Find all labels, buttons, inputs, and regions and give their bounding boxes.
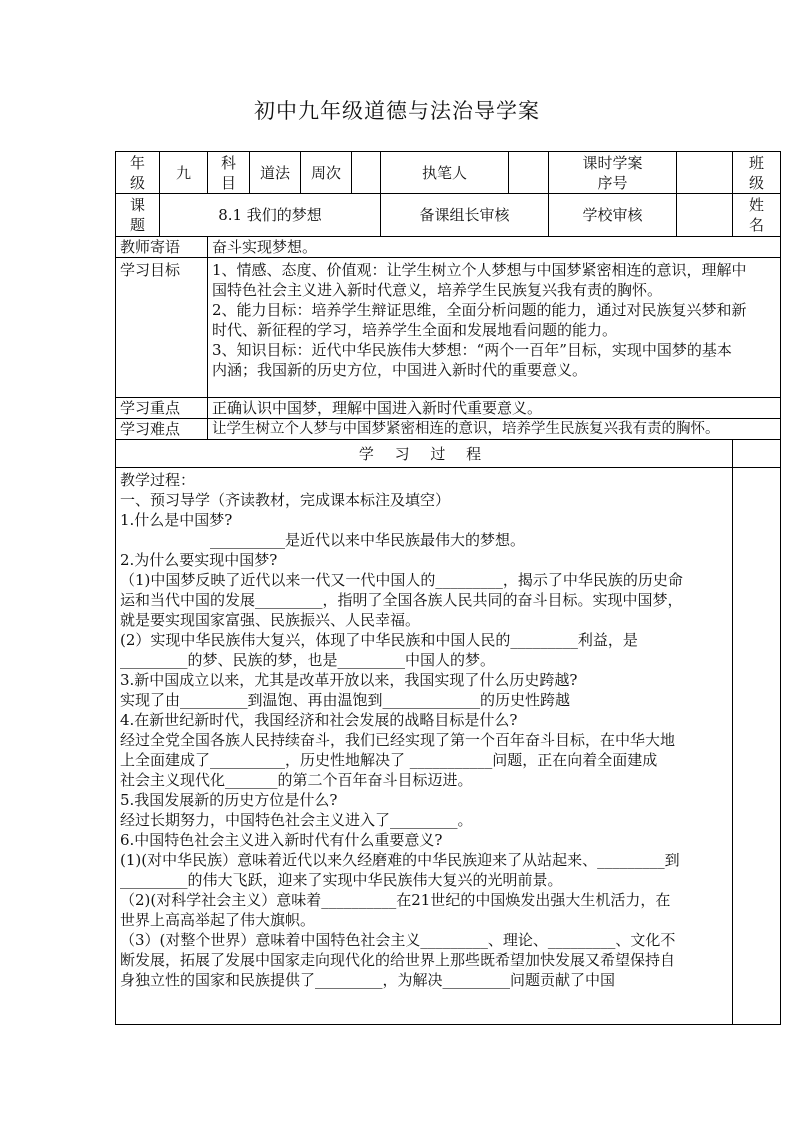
objectives-text [208,258,781,398]
process-line: 教学过程： [120,471,196,489]
process-line: 社会主义现代化_______的第二个百年奋斗目标迈进。 [120,771,473,789]
process-line: （1)中国梦反映了近代以来一代又一代中国人的_________，揭示了中华民族的历史命 [120,571,683,589]
process-line: 世界上高高举起了伟大旗帜。 [120,911,316,929]
process-line: 一、预习导学（齐读教材，完成课本标注及填空） [120,491,451,509]
review-label: 备课组长审核 [381,194,549,237]
process-line: 就是要实现国家富强、民族振兴、人民幸福。 [120,611,421,629]
process-line: _________的伟大飞跃，迎来了实现中华民族伟大复兴的光明前景。 [120,871,563,889]
name-label: 姓 名 [733,194,781,237]
page-title: 初中九年级道德与法治导学案 [254,99,540,123]
process-line: 身独立性的国家和民族提供了_________，为解决_________问题贡献了中国 [120,971,616,989]
process-row [116,468,781,1025]
process-line: 断发展，拓展了发展中国家走向现代化的给世界上那些既希望加快发展又希望保持自 [120,951,676,969]
teacher-message-row [116,237,781,258]
process-header-side [733,440,781,468]
lesson-plan-table [115,151,781,1025]
class-label: 班 级 [733,152,781,194]
difficulty-row [116,419,781,440]
week-value [352,152,381,194]
school-review-label: 学校审核 [549,194,677,237]
key-point-label: 学习重点 [116,398,208,419]
process-line: （2)(对科学社会主义）意味着__________在21世纪的中国焕发出强大生机活力，在 [120,891,671,909]
writer-label: 执笔人 [381,152,509,194]
topic-value: 8.1 我们的梦想 [160,194,381,237]
header-row-2 [116,194,781,237]
grade-value: 九 [160,152,208,194]
process-line: 3.新中国成立以来，尤其是改革开放以来，我国实现了什么历史跨越? [120,671,578,689]
week-label: 周次 [301,152,352,194]
process-line: 2.为什么要实现中国梦? [120,551,278,569]
process-line: （3）(对整个世界）意味着中国特色社会主义_________、理论、_________、文化不 [120,931,676,949]
key-point-text: 正确认识中国梦，理解中国进入新时代重要意义。 [208,398,781,419]
process-line: (2）实现中华民族伟大复兴，体现了中华民族和中国人民的_________利益，是 [120,631,638,649]
process-side-column [733,468,781,1025]
process-line: 经过全党全国各族人民持续奋斗，我们已经实现了第一个百年奋斗目标，在中华大地 [120,731,676,749]
objectives-label: 学习目标 [116,258,208,398]
process-line: 6.中国特色社会主义进入新时代有什么重要意义? [120,831,443,849]
teacher-message-label: 教师寄语 [116,237,208,258]
teacher-message-text: 奋斗实现梦想。 [208,237,781,258]
objective-line: 3、知识目标：近代中华民族伟大梦想：“两个一百年”目标，实现中国梦的基本 [212,341,732,359]
lesson-number-value [677,152,733,194]
writer-value [509,152,549,194]
process-line: _________的梦、民族的梦，也是_________中国人的梦。 [120,651,496,669]
school-review-value [677,194,733,237]
objective-line: 时代、新征程的学习，培养学生全面和发展地看问题的能力。 [212,321,618,339]
objective-line: 内涵；我国新的历史方位，中国进入新时代的重要意义。 [212,361,588,379]
objectives-row [116,258,781,398]
process-line: 1.什么是中国梦? [120,511,233,529]
process-line: (1)(对中华民族）意味着近代以来久经磨难的中华民族迎来了从站起来、_________到 [120,851,680,869]
key-point-row [116,398,781,419]
process-line: __________是近代以来中华民族最伟大的梦想。 [120,531,526,549]
subject-label: 科 目 [208,152,250,194]
grade-label: 年 级 [116,152,160,194]
subject-value: 道法 [250,152,301,194]
header-row-1 [116,152,781,194]
lesson-number-label: 课时学案 序号 [549,152,677,194]
process-line: 运和当代中国的发展_________，指明了全国各族人民共同的奋斗目标。实现中国梦， [120,591,683,609]
process-header: 学 习 过 程 [116,440,733,468]
process-line: 经过长期努力，中国特色社会主义进入了_________。 [120,811,473,829]
process-line: 5.我国发展新的历史方位是什么? [120,791,338,809]
difficulty-text: 让学生树立个人梦与中国梦紧密相连的意识，培养学生民族复兴我有责的胸怀。 [208,419,781,440]
process-line: 上全面建成了__________，历史性地解决了 ___________问题，正在向着全面建成 [120,751,658,769]
process-content [116,468,733,1025]
topic-label: 课 题 [116,194,160,237]
difficulty-label: 学习难点 [116,419,208,440]
process-header-row [116,440,781,468]
process-line: 4.在新世纪新时代，我国经济和社会发展的战略目标是什么? [120,711,518,729]
objective-line: 2、能力目标：培养学生辩证思维，全面分析问题的能力，通过对民族复兴梦和新 [212,301,747,319]
objective-line: 1、情感、态度、价值观：让学生树立个人梦想与中国梦紧密相连的意识，理解中 [212,261,747,279]
objective-line: 国特色社会主义进入新时代意义，培养学生民族复兴我有责的胸怀。 [212,281,663,299]
process-line: 实现了由_________到温饱、再由温饱到_____________的历史性跨越 [120,691,571,709]
